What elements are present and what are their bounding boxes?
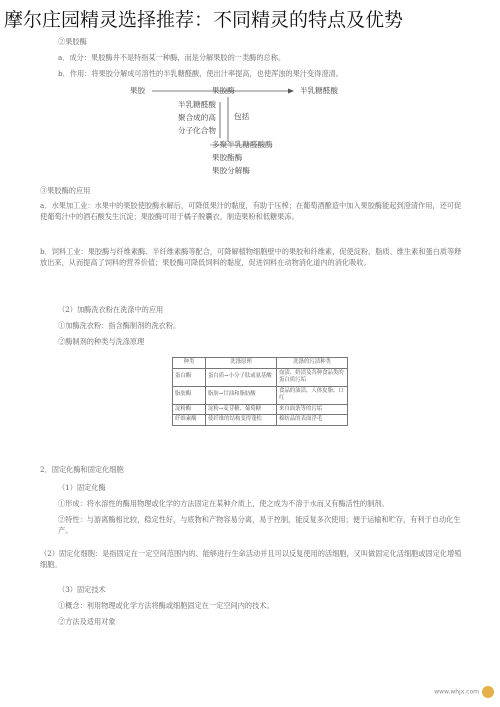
table-cell: 棉纺品的表面浮毛 (277, 415, 348, 426)
table-cell: 淀粉→麦芽糖、葡萄糖 (206, 404, 277, 415)
diagram-pectin-label: 果胶 (130, 86, 146, 95)
diagram-product-label: 半乳糖醛酸 (300, 86, 338, 95)
diagram-bottom-item: 果胶酯酶 (212, 153, 243, 162)
table-cell: 食品的油渍、人体皮脂、口红 (277, 386, 348, 404)
heading-pectinase: ②果胶酶 (58, 37, 87, 46)
diagram-left-item: 半乳糖醛酸 (178, 100, 216, 109)
immobilized-enzyme-heading: （1）固定化酶 (58, 483, 106, 492)
table-row (173, 386, 348, 404)
table-cell: 淀粉酶 (173, 404, 206, 415)
diagram-left-item: 分子化合物 (178, 126, 216, 135)
site-watermark (394, 686, 494, 702)
table-cell: 来自面条等的污垢 (277, 404, 348, 415)
table-row (173, 415, 348, 426)
pectinase-function: b．作用：将果胶分解成可溶性的半乳糖醛酸，使出汁率提高，也使浑浊的果汁变得澄清。 (58, 69, 343, 78)
section-immobilized: 2．固定化酶和固定化细胞 (40, 465, 124, 474)
technique-concept: ①概念：利用物理或化学方法将酶或细胞固定在一定空间内的技术。 (58, 601, 274, 610)
detergent-definition: ①加酶洗衣粉：指含酶制剂的洗衣粉。 (58, 321, 181, 330)
table-header: 种类 (173, 358, 206, 369)
immobilized-cells: （2）固定化细胞：是指固定在一定空间范围内的、能够进行生命活动并且可以反复使用的活细胞，又叫做固定化活细胞或固定化增殖细胞。 (40, 549, 462, 569)
technique-methods: ②方法及适用对象 (58, 617, 116, 626)
diagram-bottom-item: 果胶分解酶 (212, 166, 250, 175)
table-cell: 脂肪酶 (173, 386, 206, 404)
paragraph-fruit-processing: a．水果加工业：水果中的果胶使胶酶水解后，可降低果汁的黏度，有助于压榨；在葡萄酒酿造中加入果胶酶能起到澄清作用，还可促使葡萄汁中的酒石酸发生沉淀；果胶酶可用于橘子脱囊衣，制造果粉和低糖果冻。 (40, 201, 462, 221)
pectinase-composition: a．成分：果胶酶并不是特指某一种酶，而是分解果胶的一类酶的总称。 (58, 53, 286, 62)
table-cell: 血渍、奶渍及各种食品类的蛋白质污垢 (277, 368, 348, 386)
diagram-arrows (130, 86, 380, 182)
pectinase-diagram (130, 86, 380, 182)
section-detergent: （2）加酶洗衣粉在洗涤中的应用 (58, 305, 164, 314)
immobilization-technique: （3）固定技术 (58, 585, 106, 594)
watermark-text: www.whjx.com (434, 688, 479, 696)
table-cell: 蛋白酶 (173, 368, 206, 386)
section-pectinase-application: ③果胶酶的应用 (40, 186, 91, 195)
diagram-pectinase-label: 果胶酶 (212, 86, 235, 95)
table-header: 洗涤的污渍种类 (277, 358, 348, 369)
watermark-logo-icon (482, 686, 494, 698)
page-title: 摩尔庄园精灵选择推荐：不同精灵的特点及优势 (4, 6, 498, 34)
enzyme-table (172, 357, 348, 426)
enzyme-types-heading: ②酶制剂的种类与洗涤原理 (58, 337, 145, 346)
immobilized-features: ②特性：与游离酶相比较，稳定性好，与底物和产物容易分离，易于控制，能反复多次使用；便于运输和贮存，有利于自动化生产。 (58, 515, 461, 535)
table-cell: 纤维素酶 (173, 415, 206, 426)
table-cell: 使纤维的结构变得蓬松 (206, 415, 277, 426)
table-row (173, 404, 348, 415)
table-row (173, 368, 348, 386)
table-cell: 蛋白质→小分子肽或氨基酸 (206, 368, 277, 386)
table-header-row (173, 358, 348, 369)
diagram-left-item: 聚合成的高 (178, 113, 216, 122)
paragraph-feed-industry: b．饲料工业：果胶酶与纤维素酶、半纤维素酶等配合，可降解植物细胞壁中的果胶和纤维素，促使淀粉、脂质、维生素和蛋白质等释放出来，从而提高了饲料的营养价值；果胶酶可降低饲料的黏度，促进饲料在动物消化道内的消化吸收。 (40, 247, 462, 267)
diagram-include-label: 包括 (234, 112, 250, 121)
diagram-bottom-item: 多聚半乳糖醛酸酶 (212, 140, 273, 149)
immobilized-formation: ①形成：将水溶性的酶用物理或化学的方法固定在某种介质上，使之成为不溶于水而又有酶活性的制剂。 (58, 499, 389, 508)
main-arrowhead (288, 89, 294, 94)
table-header: 洗涤原理 (206, 358, 277, 369)
table-cell: 脂肪→甘油和脂肪酸 (206, 386, 277, 404)
